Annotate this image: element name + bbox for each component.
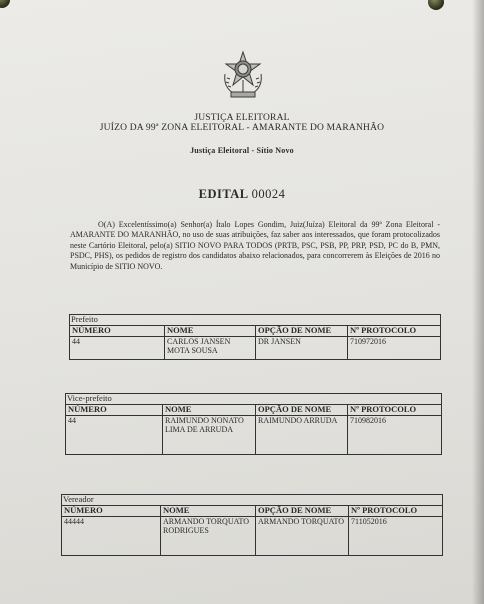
candidate-protocol: 710982016 bbox=[350, 416, 386, 425]
column-header: Nº PROTOCOLO bbox=[348, 405, 441, 416]
candidate-name: RAIMUNDO NONATO LIMA DE ARRUDA bbox=[163, 416, 256, 454]
column-header: NÚMERO bbox=[66, 405, 163, 416]
candidate-ballot-name: RAIMUNDO ARRUDA bbox=[256, 416, 348, 454]
edital-heading bbox=[0, 187, 484, 202]
candidate-protocol: 710972016 bbox=[350, 337, 386, 346]
column-header: Nº PROTOCOLO bbox=[349, 506, 442, 517]
edital-body: O(A) Excelentíssimo(a) Senhor(a) Ítalo Lopes Gondim, Juiz(Juíza) Eleitoral da 99ª Zona Eleitoral - AMARANTE DO MARANHÃO, no uso de suas atribuições, faz saber aos interessados, que foram protocolizados neste Cartório Eleitoral, pelo(a) SITIO NOVO PARA TODOS (PRTB, PSC, PSB, PP, PRP, PSD, PC do B, PMN, PSDC, PHS), os pedidos de registro dos candidatos abaixo relacionados, para concorrerem às Eleições de 2016 no Município de SITIO NOVO. bbox=[70, 220, 440, 271]
column-header: NÚMERO bbox=[70, 326, 165, 337]
brazil-coat-of-arms-icon bbox=[219, 50, 267, 100]
column-header: NOME bbox=[163, 405, 256, 416]
column-header: NÚMERO bbox=[62, 506, 161, 517]
candidate-table-vice-prefeito bbox=[65, 393, 442, 455]
column-header: OPÇÃO DE NOME bbox=[256, 506, 349, 517]
column-header: NOME bbox=[161, 506, 256, 517]
candidate-table-prefeito bbox=[69, 314, 441, 360]
office-label: Prefeito bbox=[70, 315, 440, 326]
column-header: Nº PROTOCOLO bbox=[348, 326, 440, 337]
office-subtitle: Justiça Eleitoral - Sítio Novo bbox=[190, 146, 294, 155]
thumbtack-icon bbox=[0, 0, 10, 8]
column-header: OPÇÃO DE NOME bbox=[256, 405, 348, 416]
candidate-number: 44 bbox=[66, 416, 163, 454]
paper-edge-shadow bbox=[472, 0, 484, 604]
candidate-table-vereador bbox=[61, 494, 443, 556]
candidate-name: ARMANDO TORQUATO RODRIGUES bbox=[161, 517, 256, 555]
candidate-ballot-name: ARMANDO TORQUATO bbox=[256, 517, 349, 555]
court-title: JUÍZO DA 99ª ZONA ELEITORAL - AMARANTE DO MARANHÃO bbox=[99, 123, 385, 133]
candidate-number: 44444 bbox=[62, 517, 161, 555]
candidate-number: 44 bbox=[70, 337, 165, 359]
office-label: Vice-prefeito bbox=[66, 394, 441, 405]
edital-label: EDITAL bbox=[198, 187, 248, 201]
thumbtack-icon bbox=[428, 0, 444, 10]
edital-number: 00024 bbox=[251, 187, 286, 201]
office-label: Vereador bbox=[62, 495, 442, 506]
candidate-protocol: 711052016 bbox=[351, 517, 387, 526]
institution-title: JUSTIÇA ELEITORAL bbox=[194, 113, 290, 123]
column-header: OPÇÃO DE NOME bbox=[256, 326, 348, 337]
candidate-ballot-name: DR JANSEN bbox=[256, 337, 348, 359]
candidate-name: CARLOS JANSEN MOTA SOUSA bbox=[165, 337, 256, 359]
column-header: NOME bbox=[165, 326, 256, 337]
